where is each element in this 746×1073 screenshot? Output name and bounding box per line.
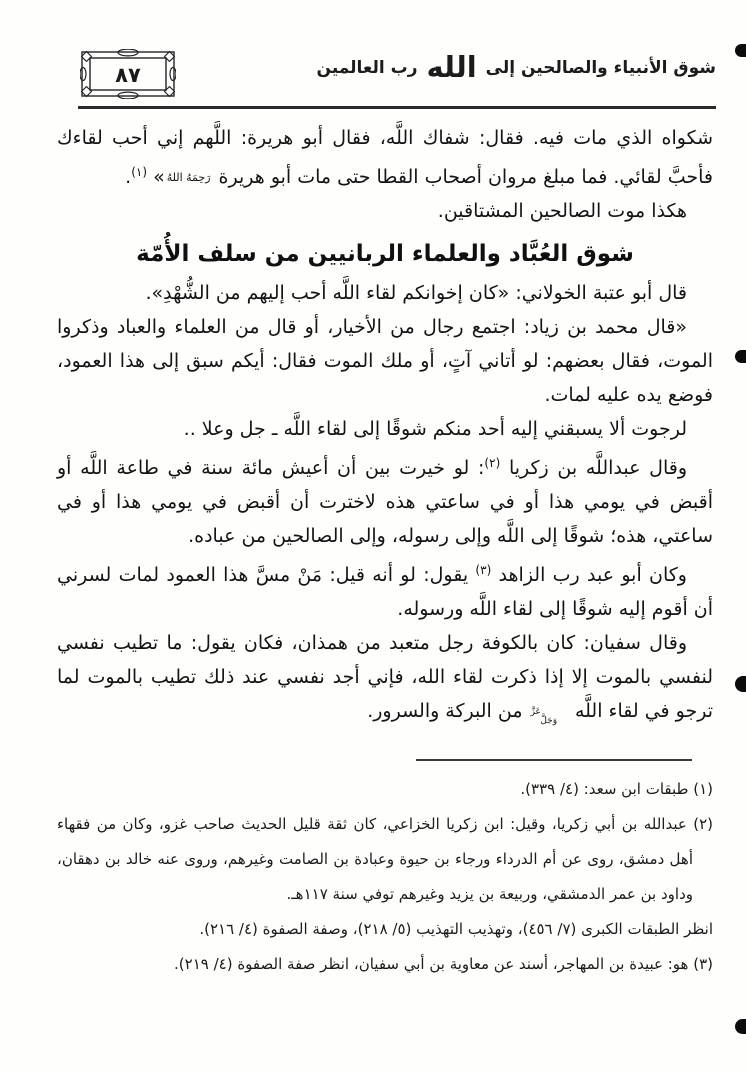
paragraph-6-rest: : لو خيرت بين أن أعيش مائة سنة في طاعة اللَّه أو أقبض في يومي هذا أو في ساعتي هذه لاخترت أن أقبض في يومي هذا أو في ساعتي، هذه؛ شوقًا إلى اللَّه وإلى رسوله، وإلى الصالحين من عباده.: [57, 457, 713, 547]
footnote-1: (١) طبقات ابن سعد: (٤/ ٣٣٩).: [520, 780, 713, 798]
footnote-3: (٣) هو: عبيدة بن المهاجر، أسند عن معاوية بن أبي سفيان، انظر صفة الصفوة (٤/ ٢١٩).: [174, 955, 713, 973]
paragraph-6: [57, 446, 713, 553]
paragraph-8: [57, 626, 713, 728]
paragraph-8-rest: من البركة والسرور.: [367, 700, 523, 722]
paragraph-8-text: وقال سفيان: كان بالكوفة رجل متعبد من همذان، فكان يقول: ما تطيب نفسي لنفسي بالموت إلا إذا ذكرت لقاء الله، فإني أجد نفسي عند ذلك تطيب بالموت لما ترجو في لقاء اللَّه: [57, 632, 713, 722]
azzawajal-bottom: وَجَلَّ: [540, 716, 558, 726]
rahimahullah-honorific: رَحِمَهُ اللهُ: [166, 171, 211, 184]
footnote-2-references: انظر الطبقات الكبرى (٧/ ٤٥٦)، وتهذيب التهذيب (٥/ ٢١٨)، وصفة الصفوة (٤/ ٢١٦).: [199, 920, 713, 938]
footnote-ref-2: (٢): [484, 456, 501, 470]
section-heading: شوق العُبَّاد والعلماء الربانيين من سلف الأُمّة: [136, 241, 634, 267]
close-quote: »: [153, 166, 165, 188]
running-head-text-left: رب العالمين: [316, 58, 418, 78]
scan-edge-mark: [735, 1019, 746, 1034]
paragraph-5: لرجوت ألا يسبقني إليه أحد منكم شوقًا إلى لقاء اللَّه ـ جل وعلا ..: [183, 418, 687, 440]
page-number: ٨٧: [115, 63, 141, 87]
footnote-2: (٢) عبدالله بن أبي زكريا، وقيل: ابن زكريا الخزاعي، كان ثقة قليل الحديث صاحب غزو، وكان من فقهاء أهل دمشق، روى عن أم الدرداء ورجاء بن حيوة وعبادة بن الصامت وغيرهم، وروى عنه خالد بن دهقان، وداود بن عمر الدمشقي، وربيعة بن يزيد وغيرهم توفي سنة ١١٧هـ.: [57, 815, 713, 903]
allah-calligraphy: الله: [426, 50, 477, 84]
paragraph-4: «قال محمد بن زياد: اجتمع رجال من الأخيار، أو قال من العلماء والعباد وذكروا الموت، فقال بعضهم: لو أتاني آتٍ، أو ملك الموت فقال: أيكم سبق إلى هذا العمود، فوضع يده عليه لمات.: [57, 316, 713, 406]
footnotes: [57, 772, 713, 982]
paragraph-6-text: وقال عبداللَّه بن زكريا: [508, 457, 688, 479]
footnote-ref-3: (٣): [475, 563, 492, 577]
footnote-separator: [416, 759, 692, 761]
running-head-text-right: شوق الأنبياء والصالحين إلى: [485, 58, 716, 78]
header-rule: [78, 106, 716, 109]
scan-edge-mark: [735, 350, 746, 363]
paragraph-2: هكذا موت الصالحين المشتاقين.: [437, 200, 687, 222]
paragraph-7: [57, 553, 713, 626]
scan-edge-mark: [735, 676, 746, 692]
paragraph-1-tail: .: [125, 166, 132, 188]
running-head: [200, 50, 716, 84]
paragraph-1: [57, 121, 713, 194]
scan-edge-mark: [735, 44, 746, 57]
azzawajal-top: عَزَّ: [530, 706, 541, 717]
paragraph-3: قال أبو عتبة الخولاني: «كان إخوانكم لقاء اللَّه أحب إليهم من الشُّهْدِ».: [145, 282, 687, 304]
footnote-ref-1: (١): [131, 165, 148, 179]
paragraph-1-text: شكواه الذي مات فيه. فقال: شفاك اللَّه، فقال أبو هريرة: اللَّهم إني أحب لقاءك فأحبَّ لقائي. فما مبلغ مروان أصحاب القطا حتى مات أبو هريرة: [57, 127, 713, 188]
page-number-frame: [80, 49, 176, 99]
azzawajal-honorific: [529, 708, 569, 727]
paragraph-7-text: وكان أبو عبد رب الزاهد: [498, 564, 687, 586]
paragraph-7-rest: يقول: لو أنه قيل: مَنْ مسَّ هذا العمود لمات لسرني أن أقوم إليه شوقًا إلى لقاء اللَّه ورسوله.: [57, 564, 713, 620]
body-text: [57, 121, 713, 728]
